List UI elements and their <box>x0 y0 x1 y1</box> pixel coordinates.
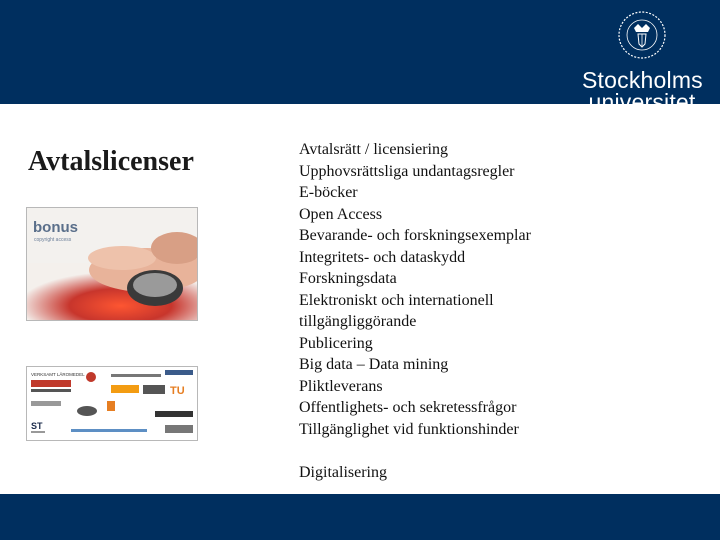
logo-text-line2: universitet <box>588 89 696 115</box>
bonus-photo <box>27 208 197 320</box>
list-item: Elektroniskt och internationell <box>299 291 494 309</box>
list-item: Integritets- och dataskydd <box>299 248 466 266</box>
footer-bar <box>0 494 720 540</box>
topic-list <box>299 139 709 483</box>
list-item: Bevarande- och forskningsexemplar <box>299 227 531 244</box>
partner-logos-image <box>26 366 198 441</box>
vp-logo-text: VERKSAMT LÄROMEDEL <box>31 372 85 377</box>
bonus-image <box>26 207 198 321</box>
partner-logos <box>27 367 197 440</box>
list-spacer <box>299 440 709 462</box>
tu-logo-text: TU <box>170 385 185 397</box>
list-item: Upphovsrättsliga undantagsregler <box>299 162 515 180</box>
list-item: Offentlighets- och sekretessfrågor <box>299 399 517 416</box>
list-item: Publicering <box>299 334 373 352</box>
list-item: tillgängliggörande <box>299 313 417 330</box>
list-item: E-böcker <box>299 184 358 201</box>
slide-title: Avtalslicenser <box>28 146 194 177</box>
logo-text-line1: Stockholms <box>582 67 703 93</box>
list-item: Tillgänglighet vid funktionshinder <box>299 420 519 438</box>
list-item-last: Digitalisering <box>299 463 387 481</box>
list-item: Avtalsrätt / licensiering <box>299 141 448 158</box>
university-seal-icon <box>617 10 667 60</box>
st-logo-text: ST <box>31 421 43 431</box>
list-item: Pliktleverans <box>299 377 383 395</box>
list-item: Forskningsdata <box>299 270 397 287</box>
list-item: Open Access <box>299 205 383 223</box>
list-item: Big data – Data mining <box>299 356 449 373</box>
bonus-logo-text: bonus <box>33 219 78 236</box>
stockholm-university-logo <box>582 10 703 115</box>
bonus-tagline: copyright access <box>34 237 72 243</box>
